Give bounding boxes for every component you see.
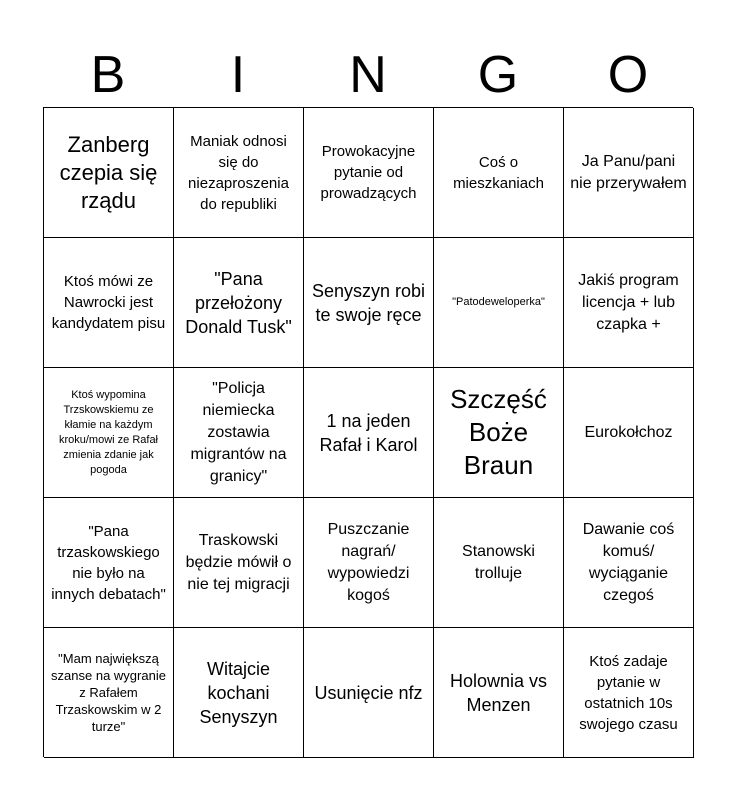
header-letter-o: O xyxy=(607,46,649,104)
bingo-cell[interactable] xyxy=(174,108,304,238)
bingo-cell-text: Dawanie coś komuś/ wyciąganie czegoś xyxy=(582,520,675,604)
bingo-cell[interactable] xyxy=(564,108,694,238)
bingo-cell[interactable] xyxy=(304,498,434,628)
bingo-cell[interactable] xyxy=(304,628,434,758)
bingo-cell-text: Ktoś mówi ze Nawrocki jest kandydatem pisu xyxy=(51,273,166,332)
bingo-cell-text: Puszczanie nagrań/ wypowiedzi kogoś xyxy=(327,520,410,604)
bingo-cell-text: Jakiś program licencja + lub czapka + xyxy=(578,271,679,333)
header-letter-i: I xyxy=(230,46,246,104)
bingo-cell-text: "Patodeweloperka" xyxy=(452,296,545,308)
bingo-board xyxy=(43,107,693,757)
bingo-cell[interactable] xyxy=(44,498,174,628)
bingo-cell[interactable] xyxy=(304,108,434,238)
bingo-cell[interactable] xyxy=(434,498,564,628)
bingo-cell[interactable] xyxy=(434,368,564,498)
header-letter-n: N xyxy=(349,46,387,104)
bingo-cell-text: Ktoś zadaje pytanie w ostatnich 10s swojego czasu xyxy=(579,652,678,733)
bingo-cell-text: Coś o mieszkaniach xyxy=(453,153,544,192)
bingo-cell[interactable] xyxy=(174,498,304,628)
bingo-cell[interactable] xyxy=(564,628,694,758)
bingo-cell-text: Maniak odnosi się do niezaproszenia do republiki xyxy=(188,132,289,213)
bingo-cell-text: "Pana przełożony Donald Tusk" xyxy=(185,268,292,337)
bingo-cell[interactable] xyxy=(434,628,564,758)
bingo-cell[interactable] xyxy=(434,238,564,368)
bingo-cell-text: "Mam największą szanse na wygranie z Rafałem Trzaskowskim w 2 turze" xyxy=(51,651,166,734)
bingo-cell-text: Ja Panu/pani nie przerywałem xyxy=(570,152,687,192)
bingo-cell[interactable] xyxy=(44,628,174,758)
bingo-cell-text: Witajcie kochani Senyszyn xyxy=(199,658,278,727)
bingo-cell-text: Traskowski będzie mówił o nie tej migracji xyxy=(185,531,292,593)
bingo-cell-text: 1 na jeden Rafał i Karol xyxy=(319,410,418,455)
bingo-cell[interactable] xyxy=(44,108,174,238)
bingo-cell[interactable] xyxy=(44,368,174,498)
bingo-cell[interactable] xyxy=(174,628,304,758)
bingo-cell-text: Usunięcie nfz xyxy=(314,682,423,703)
bingo-cell-text: "Pana trzaskowskiego nie było na innych debatach" xyxy=(51,522,166,603)
header-letter-g: G xyxy=(477,46,519,104)
bingo-cell-text: Senyszyn robi te swoje ręce xyxy=(311,280,426,325)
bingo-cell[interactable] xyxy=(304,238,434,368)
bingo-cell[interactable] xyxy=(434,108,564,238)
bingo-cell-text: Prowokacyjne pytanie od prowadzących xyxy=(320,143,417,202)
bingo-header xyxy=(43,44,693,106)
bingo-cell[interactable] xyxy=(44,238,174,368)
bingo-cell-text: Ktoś wypomina Trzskowskiemu ze kłamie na każdym kroku/mowi ze Rafał zmienia zdanie jak pogoda xyxy=(58,388,159,476)
bingo-cell[interactable] xyxy=(564,238,694,368)
bingo-cell[interactable] xyxy=(304,368,434,498)
bingo-cell-text: Eurokołchoz xyxy=(584,423,673,441)
bingo-cell-text: Holownia vs Menzen xyxy=(449,670,548,715)
bingo-cell-text: Szczęść Boże Braun xyxy=(450,384,547,480)
bingo-cell-text: "Policja niemiecka zostawia migrantów na granicy" xyxy=(190,379,287,485)
bingo-cell-text: Zanberg czepia się rządu xyxy=(59,131,158,213)
bingo-cell-text: Stanowski trolluje xyxy=(462,542,535,582)
bingo-cell[interactable] xyxy=(564,368,694,498)
header-letter-b: B xyxy=(90,46,126,104)
bingo-cell[interactable] xyxy=(174,238,304,368)
bingo-cell[interactable] xyxy=(174,368,304,498)
bingo-cell[interactable] xyxy=(564,498,694,628)
